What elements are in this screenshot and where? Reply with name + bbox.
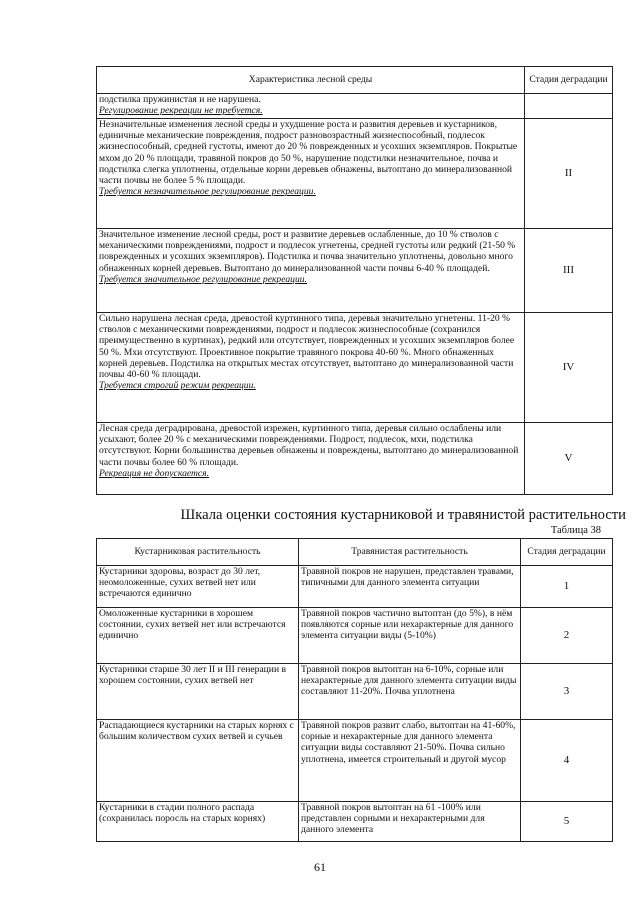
table-header-row <box>97 539 613 566</box>
grass-cell: Травяной покров не нарушен, представлен травами, типичными для данного элемента ситуации <box>299 566 521 608</box>
table-row <box>97 313 613 423</box>
shrub-cell: Омоложенные кустарники в хорошем состоянии, сухих ветвей нет или встречаются единично <box>97 608 299 664</box>
page-number: 61 <box>314 860 326 874</box>
characteristic-cell <box>97 229 525 313</box>
recreation-note: Требуется строгий режим рекреации. <box>99 380 256 392</box>
characteristic-text: Незначительные изменения лесной среды и ухудшение роста и развития деревьев и кустарников, единичные механические повреждения, подрост разновозрастный жизнеспособный, подлесок жизнеспособный, средней густоты, имеют до 20 % поврежденных и усохших экземпляров. Покрытые мхом до 20 % площади, травяной покров до 50 %, нарушение подстилки незначительное, почва и подстилка слегка уплотнены, отдельные корни деревьев обнажены, вытоптано до минерализованной части почвы не более 5 % площади. <box>99 119 518 187</box>
table-row <box>97 720 613 802</box>
table-header-row <box>97 67 613 94</box>
shrub-cell: Кустарники старше 30 лет II и III генерации в хорошем состоянии, сухих ветвей нет <box>97 664 299 720</box>
recreation-note: Регулирование рекреации не требуется. <box>99 105 263 117</box>
characteristic-cell <box>97 313 525 423</box>
table-row <box>97 802 613 842</box>
shrub-cell: Кустарники здоровы, возраст до 30 лет, неомоложенные, сухих ветвей нет или встречаются единично <box>97 566 299 608</box>
shrub-grass-degradation-table <box>96 538 613 842</box>
stage-cell: III <box>525 229 613 313</box>
recreation-note: Рекреация не допускается. <box>99 467 210 479</box>
characteristic-cell <box>97 119 525 229</box>
characteristic-text: Сильно нарушена лесная среда, древостой куртинного типа, деревья значительно угнетены. 11-20 % стволов с механическими повреждениями, подрост и подлесок жизнеспособные (сохранился преимущественно в куртинах), редкий или отсутствует, поврежденных и усохших экземпляров более 50 %. Мхи отсутствуют. Проективное покрытие травяного покрова 40-60 %. Много обнаженных корней деревьев. Подстилка на открытых местах отсутствует, вытоптано до минерализованной части почвы 40-60 % площади. <box>99 313 515 381</box>
characteristic-text: Значительное изменение лесной среды, рост и развитие деревьев ослабленные, до 10 % стволов с механическими повреждениями, подрост и подлесок угнетены, средней густоты или редкий (21-50 % поврежденных и усохших экземпляров). Подстилка и почва значительно уплотнены, довольно много обнаженных корней деревьев. Вытоптано до минерализованной части почвы 6-40 % площадей. <box>99 229 516 274</box>
shrub-cell: Распадающиеся кустарники на старых корнях с большим количеством сухих ветвей и сучьев <box>97 720 299 802</box>
recreation-note: Требуется незначительное регулирование рекреации. <box>99 186 316 198</box>
shrub-cell: Кустарники в стадии полного распада (сохранилась поросль на старых корнях) <box>97 802 299 842</box>
stage-cell: 4 <box>521 720 613 802</box>
column-header-characteristic: Характеристика лесной среды <box>97 67 525 94</box>
stage-cell: II <box>525 119 613 229</box>
stage-cell: 3 <box>521 664 613 720</box>
grass-cell: Травяной покров вытоптан на 61 -100% или представлен сорными и нехарактерными для данного элемента <box>299 802 521 842</box>
table-row <box>97 229 613 313</box>
stage-cell: IV <box>525 313 613 423</box>
grass-cell: Травяной покров развит слабо, вытоптан на 41-60%, сорные и нехарактерные для данного элемента ситуации виды составляют 21-50%. Почва сильно уплотнена, имеется строительный и другой мусор <box>299 720 521 802</box>
grass-cell: Травяной покров частично вытоптан (до 5%), в нём появляются сорные или нехарактерные для данного элемента ситуации виды (5-10%) <box>299 608 521 664</box>
section-title: Шкала оценки состояния кустарниковой и травянистой растительности <box>180 507 626 523</box>
table-row <box>97 119 613 229</box>
table-row <box>97 423 613 495</box>
characteristic-cell <box>97 423 525 495</box>
column-header-stage: Стадия деградации <box>521 539 613 566</box>
characteristic-cell <box>97 94 525 119</box>
column-header-grass: Травянистая растительность <box>299 539 521 566</box>
column-header-stage: Стадия деградации <box>525 67 613 94</box>
column-header-shrub: Кустарниковая растительность <box>97 539 299 566</box>
stage-cell: V <box>525 423 613 495</box>
table-row <box>97 608 613 664</box>
characteristic-text: подстилка пружинистая и не нарушена. <box>99 94 261 105</box>
table-number: Таблица 38 <box>550 525 601 536</box>
forest-degradation-table <box>96 66 613 495</box>
table-row <box>97 664 613 720</box>
table-row <box>97 94 613 119</box>
table-row <box>97 566 613 608</box>
stage-cell: 5 <box>521 802 613 842</box>
stage-cell: 1 <box>521 566 613 608</box>
stage-cell: 2 <box>521 608 613 664</box>
recreation-note: Требуется значительное регулирование рекреации. <box>99 273 307 285</box>
grass-cell: Травяной покров вытоптан на 6-10%, сорные или нехарактерные для данного элемента ситуации виды составляют 11-20%. Почва уплотнена <box>299 664 521 720</box>
characteristic-text: Лесная среда деградирована, древостой изрежен, куртинного типа, деревья сильно ослаблены или усыхают, более 20 % с механическими повреждениями. Подрост, подлесок, мхи, подстилка отсутствуют. Корни большинства деревьев обнажены и повреждены, вытоптано до минерализованной части почвы более 60 % площади. <box>99 423 519 468</box>
stage-cell <box>525 94 613 119</box>
